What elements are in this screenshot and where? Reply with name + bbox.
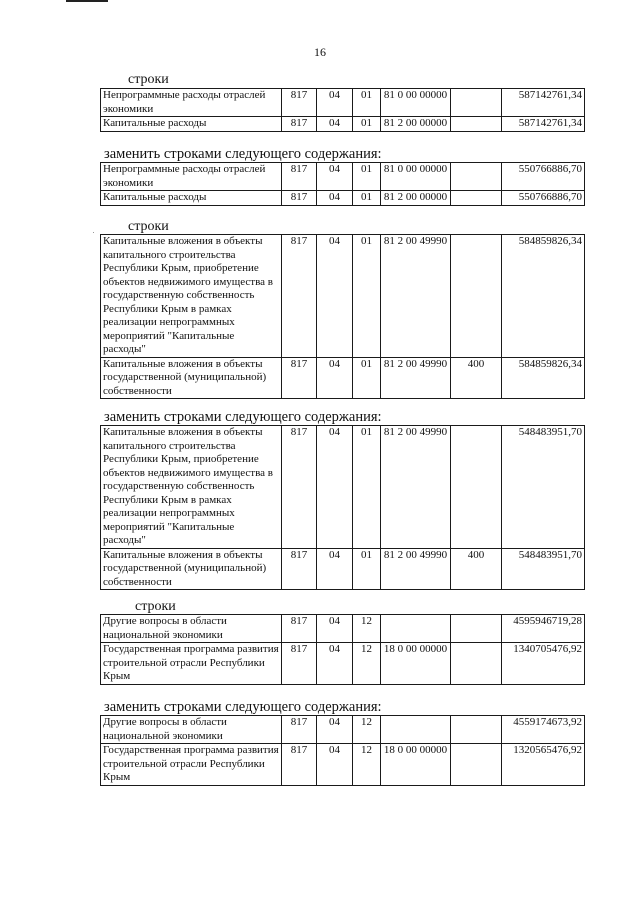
subsection-code: 01 — [353, 548, 381, 590]
ministry-code: 817 — [282, 89, 317, 117]
target-code — [381, 716, 451, 744]
ministry-code: 817 — [282, 643, 317, 685]
target-code — [381, 615, 451, 643]
row-name: Непрограммные расходы отраслей экономики — [101, 89, 282, 117]
budget-table — [100, 162, 585, 206]
kind-code — [451, 117, 502, 132]
top-rule — [66, 0, 108, 2]
budget-table — [100, 88, 585, 132]
ministry-code: 817 — [282, 117, 317, 132]
row-name: Государственная программа развития строительной отрасли Республики Крым — [101, 643, 282, 685]
table-row — [101, 89, 585, 117]
page-number: 16 — [314, 45, 326, 59]
section-code: 04 — [317, 163, 353, 191]
ministry-code: 817 — [282, 426, 317, 549]
row-name: Капитальные вложения в объекты капитального строительства Республики Крым, приобретение объектов недвижимого имущества в государственную собственность Республики Крым в рамках реализации непрограммных мероприятий "Капитальные расходы" — [101, 426, 282, 549]
ministry-code: 817 — [282, 744, 317, 786]
section-code: 04 — [317, 89, 353, 117]
table-row — [101, 191, 585, 206]
subsection-code: 01 — [353, 117, 381, 132]
row-name: Другие вопросы в области национальной экономики — [101, 615, 282, 643]
target-code: 18 0 00 00000 — [381, 643, 451, 685]
amount: 4595946719,28 — [502, 615, 585, 643]
kind-code — [451, 716, 502, 744]
ministry-code: 817 — [282, 191, 317, 206]
budget-table — [100, 614, 585, 685]
target-code: 81 0 00 00000 — [381, 163, 451, 191]
subsection-code: 01 — [353, 191, 381, 206]
subsection-code: 01 — [353, 163, 381, 191]
kind-code — [451, 163, 502, 191]
kind-code — [451, 191, 502, 206]
scan-speck — [93, 232, 94, 233]
section-code: 04 — [317, 235, 353, 358]
table-row — [101, 357, 585, 399]
kind-code: 400 — [451, 548, 502, 590]
kind-code — [451, 89, 502, 117]
block-heading: заменить строками следующего содержания: — [104, 409, 382, 425]
table-row — [101, 235, 585, 358]
budget-table — [100, 234, 585, 399]
subsection-code: 12 — [353, 744, 381, 786]
ministry-code: 817 — [282, 716, 317, 744]
budget-table — [100, 715, 585, 786]
amount: 584859826,34 — [502, 357, 585, 399]
table-row — [101, 426, 585, 549]
table-row — [101, 163, 585, 191]
block-heading: строки — [128, 219, 169, 234]
amount: 1320565476,92 — [502, 744, 585, 786]
section-code: 04 — [317, 643, 353, 685]
subsection-code: 01 — [353, 357, 381, 399]
subsection-code: 12 — [353, 716, 381, 744]
target-code: 18 0 00 00000 — [381, 744, 451, 786]
amount: 584859826,34 — [502, 235, 585, 358]
section-code: 04 — [317, 426, 353, 549]
table-row — [101, 716, 585, 744]
section-code: 04 — [317, 357, 353, 399]
subsection-code: 12 — [353, 643, 381, 685]
kind-code — [451, 744, 502, 786]
table-row — [101, 117, 585, 132]
target-code: 81 2 00 49990 — [381, 426, 451, 549]
ministry-code: 817 — [282, 163, 317, 191]
kind-code — [451, 643, 502, 685]
section-code: 04 — [317, 117, 353, 132]
block-heading: заменить строками следующего содержания: — [104, 699, 382, 715]
subsection-code: 01 — [353, 89, 381, 117]
ministry-code: 817 — [282, 357, 317, 399]
section-code: 04 — [317, 548, 353, 590]
block-heading: строки — [128, 72, 169, 87]
amount: 550766886,70 — [502, 163, 585, 191]
target-code: 81 2 00 00000 — [381, 117, 451, 132]
row-name: Капитальные расходы — [101, 117, 282, 132]
ministry-code: 817 — [282, 615, 317, 643]
target-code: 81 2 00 49990 — [381, 357, 451, 399]
target-code: 81 2 00 49990 — [381, 548, 451, 590]
table-row — [101, 744, 585, 786]
table-row — [101, 643, 585, 685]
budget-table — [100, 425, 585, 590]
subsection-code: 01 — [353, 426, 381, 549]
table-row — [101, 615, 585, 643]
section-code: 04 — [317, 615, 353, 643]
amount: 548483951,70 — [502, 426, 585, 549]
target-code: 81 0 00 00000 — [381, 89, 451, 117]
target-code: 81 2 00 00000 — [381, 191, 451, 206]
amount: 4559174673,92 — [502, 716, 585, 744]
amount: 1340705476,92 — [502, 643, 585, 685]
ministry-code: 817 — [282, 548, 317, 590]
table-row — [101, 548, 585, 590]
row-name: Другие вопросы в области национальной экономики — [101, 716, 282, 744]
section-code: 04 — [317, 191, 353, 206]
kind-code: 400 — [451, 357, 502, 399]
amount: 587142761,34 — [502, 117, 585, 132]
subsection-code: 12 — [353, 615, 381, 643]
amount: 587142761,34 — [502, 89, 585, 117]
ministry-code: 817 — [282, 235, 317, 358]
amount: 548483951,70 — [502, 548, 585, 590]
row-name: Государственная программа развития строительной отрасли Республики Крым — [101, 744, 282, 786]
section-code: 04 — [317, 744, 353, 786]
row-name: Капитальные расходы — [101, 191, 282, 206]
kind-code — [451, 426, 502, 549]
row-name: Капитальные вложения в объекты государственной (муниципальной) собственности — [101, 357, 282, 399]
row-name: Непрограммные расходы отраслей экономики — [101, 163, 282, 191]
section-code: 04 — [317, 716, 353, 744]
kind-code — [451, 235, 502, 358]
block-heading: строки — [135, 599, 176, 614]
row-name: Капитальные вложения в объекты государственной (муниципальной) собственности — [101, 548, 282, 590]
kind-code — [451, 615, 502, 643]
block-heading: заменить строками следующего содержания: — [104, 146, 382, 162]
row-name: Капитальные вложения в объекты капитального строительства Республики Крым, приобретение объектов недвижимого имущества в государственную собственность Республики Крым в рамках реализации непрограммных мероприятий "Капитальные расходы" — [101, 235, 282, 358]
subsection-code: 01 — [353, 235, 381, 358]
amount: 550766886,70 — [502, 191, 585, 206]
target-code: 81 2 00 49990 — [381, 235, 451, 358]
